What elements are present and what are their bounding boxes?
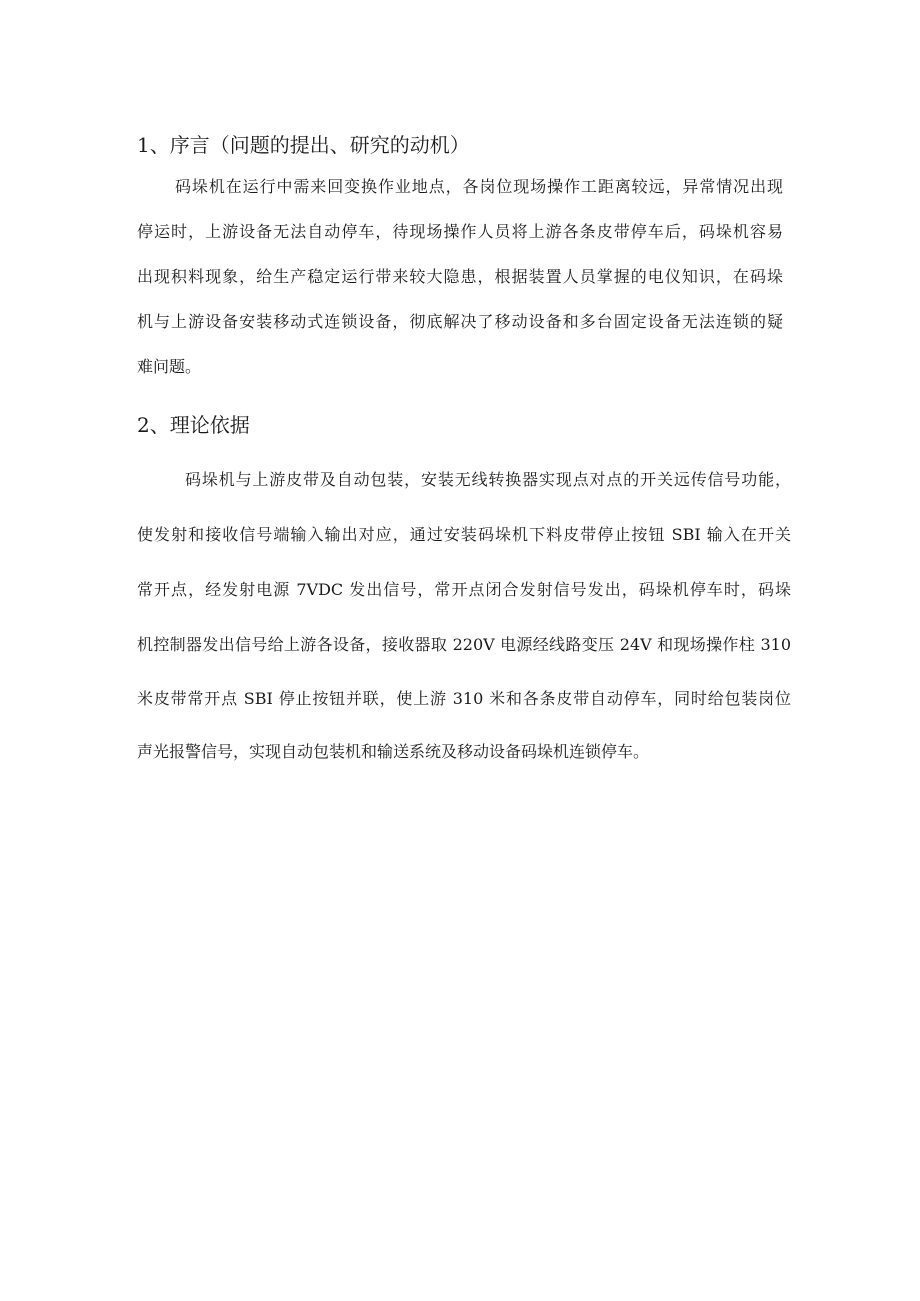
paragraph-line: 使发射和接收信号端输入输出对应，通过安装码垛机下料皮带停止按钮 SBI 输入在开关: [137, 525, 791, 544]
paragraph-line: 难问题。: [137, 357, 202, 376]
section-heading-theory: 2、理论依据: [137, 413, 250, 437]
paragraph-line: 停运时，上游设备无法自动停车，待现场操作人员将上游各条皮带停车后，码垛机容易: [137, 222, 783, 241]
paragraph-line: 码垛机与上游皮带及自动包装，安装无线转换器实现点对点的开关远传信号功能，: [185, 470, 791, 489]
paragraph-line: 声光报警信号，实现自动包装机和输送系统及移动设备码垛机连锁停车。: [137, 742, 650, 761]
section-heading-preface: 1、序言（问题的提出、研究的动机）: [137, 133, 470, 157]
paragraph-line: 机控制器发出信号给上游各设备，接收器取 220V 电源经线路变压 24V 和现场操作柱 310: [137, 635, 791, 654]
paragraph-line: 机与上游设备安装移动式连锁设备，彻底解决了移动设备和多台固定设备无法连锁的疑: [137, 312, 783, 331]
paragraph-line: 常开点，经发射电源 7VDC 发出信号，常开点闭合发射信号发出，码垛机停车时，码垛: [137, 580, 791, 599]
paragraph-line: 米皮带常开点 SBI 停止按钮并联，使上游 310 米和各条皮带自动停车，同时给包装岗位: [137, 689, 791, 708]
paragraph-line: 码垛机在运行中需来回变换作业地点，各岗位现场操作工距离较远，异常情况出现: [175, 177, 783, 196]
paragraph-line: 出现积料现象，给生产稳定运行带来较大隐患，根据装置人员掌握的电仪知识，在码垛: [137, 267, 783, 286]
